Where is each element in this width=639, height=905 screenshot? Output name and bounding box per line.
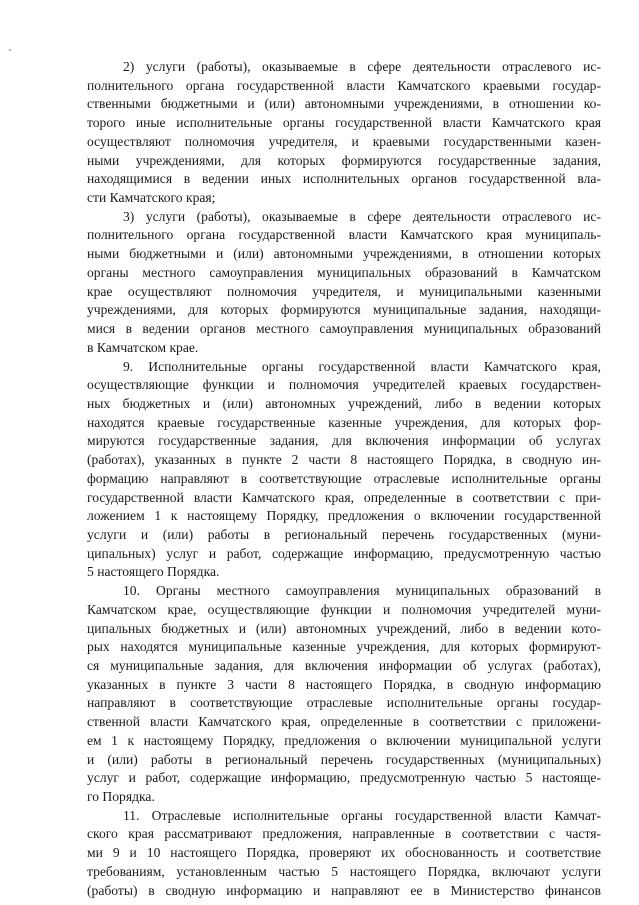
text-line: ных бюджетных и (или) автономных учреждений, либо в ведении которых — [87, 395, 601, 411]
text-line: 3) услуги (работы), оказываемые в сфере деятельности отраслевого ис- — [123, 208, 601, 224]
text-line: 5 настоящего Порядка. — [87, 564, 220, 580]
text-line: 2) услуги (работы), оказываемые в сфере деятельности отраслевого ис- — [123, 59, 601, 74]
text-line: крае осуществляют полномочия учредителя, и муниципальными казенными — [87, 283, 601, 299]
text-line: ского края рассматривают предложения, направленные в соответствии с частя- — [87, 826, 601, 842]
text-line: ми 9 и 10 настоящего Порядка, проверяют их обоснованность и соответствие — [87, 845, 601, 861]
text-line: направляют в соответствующие отраслевые исполнительные органы государ- — [87, 695, 601, 711]
text-line: ем 1 к настоящему Порядку, предложения о включении муниципальной услуги — [87, 732, 601, 748]
text-line: осуществляющие функции и полномочия учредителей краевых государствен- — [87, 377, 601, 393]
text-line: услуги и (или) работы в региональный перечень государственных (муни- — [87, 526, 601, 542]
text-line: полнительного органа государственной власти Камчатского края муниципаль- — [87, 227, 601, 243]
text-line: услуг и работ, содержащие информацию, предусмотренную частью 5 настояще- — [87, 770, 601, 786]
text-line: рых находятся муниципальные казенные учреждения, для которых формируют- — [87, 639, 601, 655]
text-line: требованиям, установленным частью 5 настоящего Порядка, включают услуги — [87, 863, 601, 879]
text-line: указанных в пункте 3 части 8 настоящего Порядка, в сводную информацию — [87, 676, 601, 692]
text-line: (работы) в сводную информацию и направляют ее в Министерство финансов — [87, 882, 601, 898]
text-line: ными бюджетными и (или) автономными учреждениями, в отношении которых — [87, 246, 601, 262]
text-line: мися в ведении органов местного самоуправления муниципальных образований — [87, 321, 601, 337]
document-body — [87, 58, 601, 900]
paragraph — [87, 358, 601, 583]
paragraph — [87, 582, 601, 807]
text-line: и (или) работы в региональный перечень государственных (муниципальных) — [87, 751, 601, 767]
text-line: ципальных) услуг и работ, содержащие информацию, предусмотренную частью — [87, 545, 601, 561]
text-line: осуществляют полномочия учредителя, и краевыми государственными казен- — [87, 133, 601, 149]
text-line: находящимися в ведении иных исполнительных органов государственной вла- — [87, 171, 601, 187]
text-line: ными учреждениями, для которых формируются государственные задания, — [87, 152, 601, 168]
text-line: торого иные исполнительные органы государственной власти Камчатского края — [87, 115, 601, 131]
text-line: органы местного самоуправления муниципальных образований в Камчатском — [87, 264, 601, 280]
text-line: ся муниципальные задания, для включения информации об услугах (работах), — [87, 658, 601, 673]
paragraph — [87, 58, 601, 208]
text-line: государственной власти Камчатского края, определенные в соответствии с при- — [87, 489, 601, 505]
text-line: ципальных бюджетных и (или) автономных учреждений, либо в ведении кото- — [87, 620, 601, 636]
text-line: Камчатском крае, осуществляющие функции и полномочия учредителей муни- — [87, 601, 601, 617]
text-line: ственными бюджетными и (или) автономными учреждениями, в отношении ко- — [87, 96, 601, 112]
text-line: ложением 1 к настоящему Порядку, предложения о включении государственной — [87, 508, 601, 524]
paragraph — [87, 208, 601, 358]
text-line: учреждениями, для которых формируются муниципальные задания, находящи- — [87, 302, 601, 318]
text-line: ственной власти Камчатского края, определенные в соответствии с приложени- — [87, 714, 601, 730]
text-line: полнительного органа государственной власти Камчатского краевыми государ- — [87, 77, 601, 93]
text-line: 9. Исполнительные органы государственной власти Камчатского края, — [123, 358, 601, 374]
scan-mark — [9, 49, 11, 51]
text-line: находятся краевые государственные казенные учреждения, для которых фор- — [87, 414, 601, 430]
text-line: сти Камчатского края; — [87, 190, 216, 206]
text-line: 11. Отраслевые исполнительные органы государственной власти Камчат- — [123, 807, 601, 823]
paragraph — [87, 807, 601, 901]
text-line: 10. Органы местного самоуправления муниципальных образований в — [123, 583, 601, 599]
text-line: в Камчатском крае. — [87, 339, 199, 355]
text-line: (работах), указанных в пункте 2 части 8 настоящего Порядка, в сводную ин- — [87, 452, 601, 468]
text-line: мируются государственные задания, для включения информации об услугах — [87, 433, 601, 449]
text-line: формацию направляют в соответствующие отраслевые исполнительные органы — [87, 470, 601, 486]
text-line: го Порядка. — [87, 789, 155, 805]
